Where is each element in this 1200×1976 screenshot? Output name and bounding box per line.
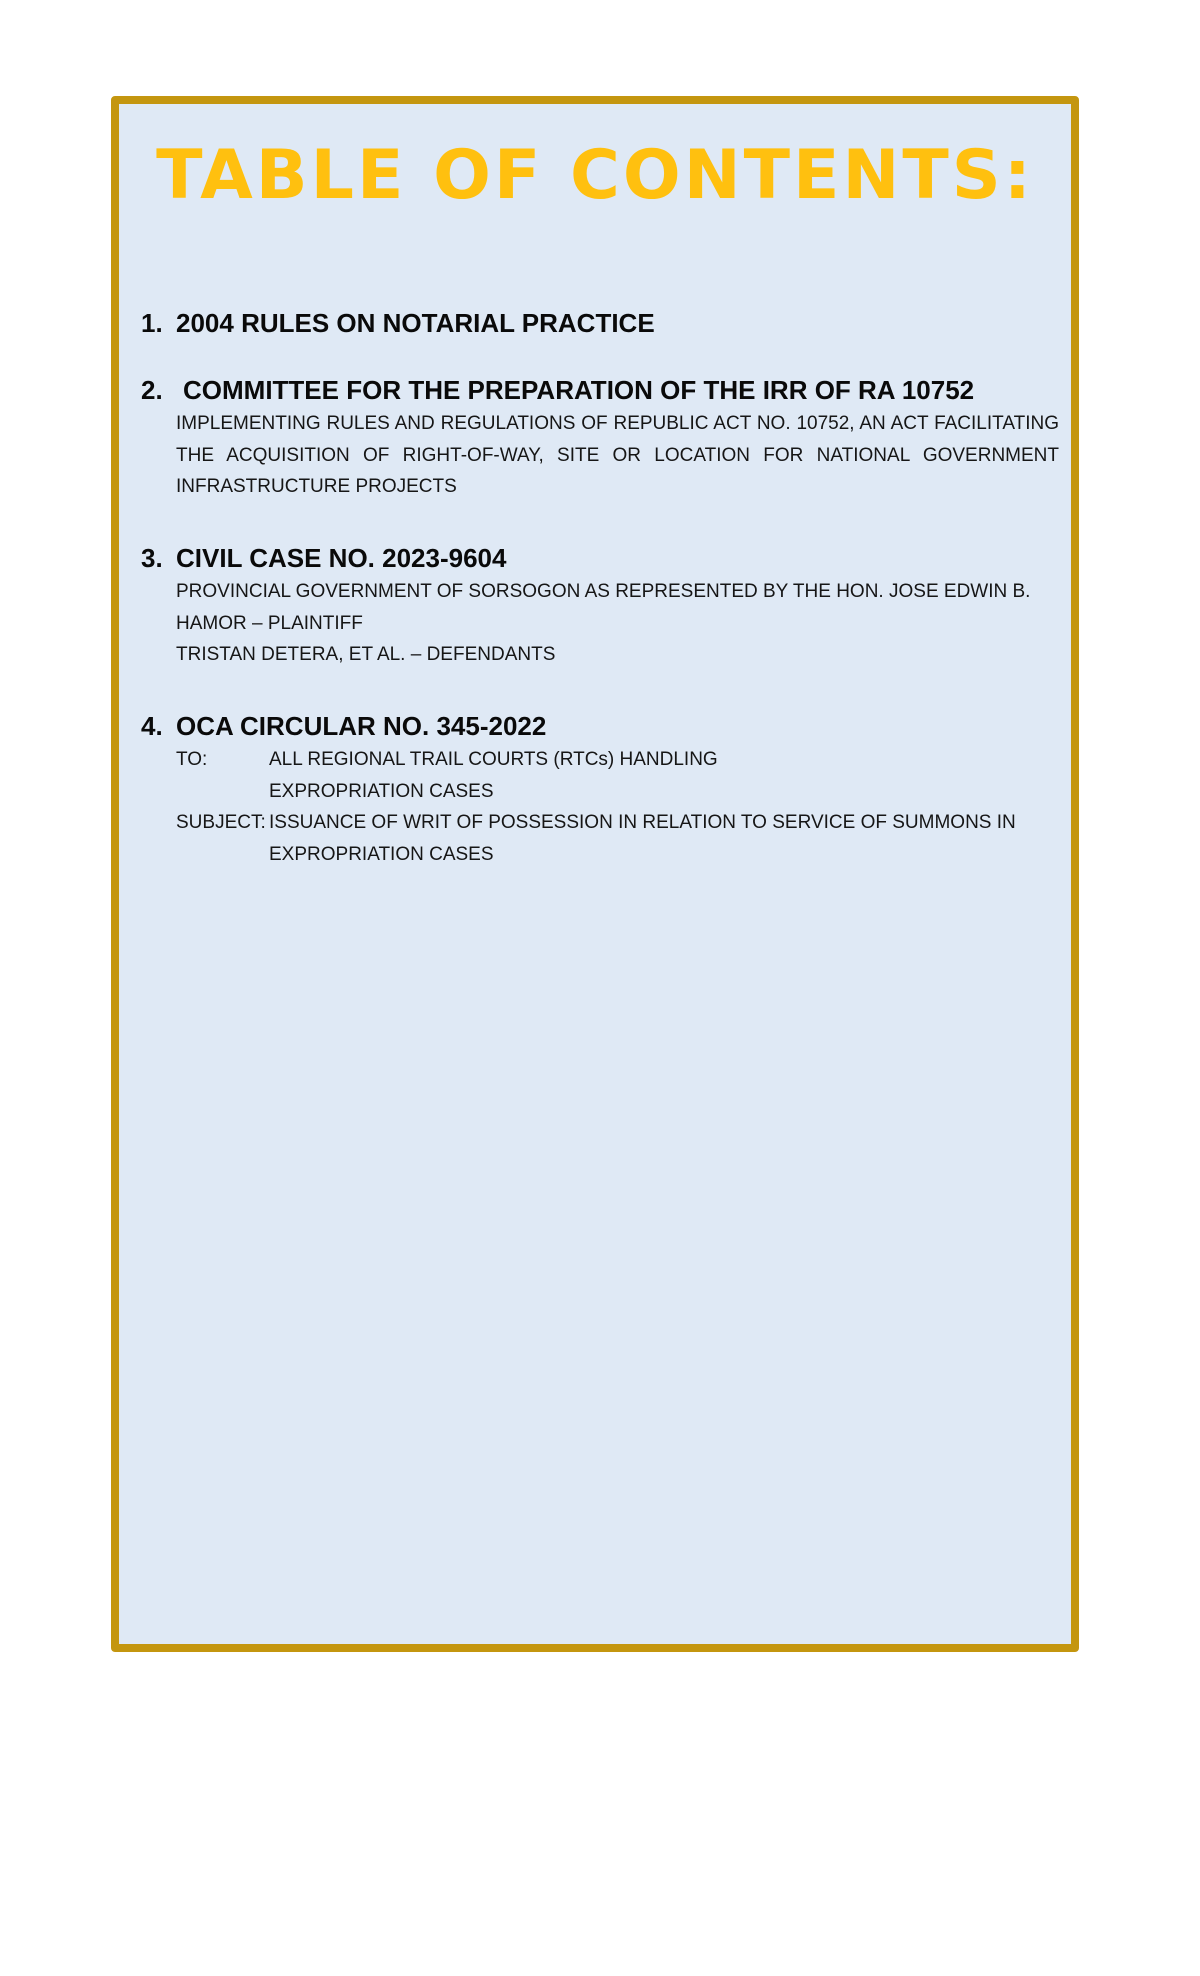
toc-entry-title: COMMITTEE FOR THE PREPARATION OF THE IRR OF RA 10752 <box>183 375 975 405</box>
toc-entry-3 <box>141 542 1059 671</box>
toc-entry-1 <box>141 307 1059 339</box>
toc-entry-number: 3. <box>141 543 163 573</box>
toc-entry-title: CIVIL CASE NO. 2023-9604 <box>176 543 507 573</box>
toc-entry-number: 1. <box>141 308 163 338</box>
toc-entry-number: 2. <box>141 375 163 405</box>
toc-entry-4 <box>141 710 1059 870</box>
toc-entry-2 <box>141 374 1059 503</box>
circular-to-value: ALL REGIONAL TRAIL COURTS (RTCs) HANDLING EXPROPRIATION CASES <box>269 749 718 802</box>
toc-entry-heading <box>141 307 1059 339</box>
toc-entry-heading <box>141 542 1059 574</box>
toc-entry-description: IMPLEMENTING RULES AND REGULATIONS OF REPUBLIC ACT NO. 10752, AN ACT FACILITATING THE ACQUISITION OF RIGHT-OF-WAY, SITE OR LOCATION FOR NATIONAL GOVERNMENT INFRASTRUCTURE PROJECTS <box>176 413 1059 497</box>
table-of-contents-frame <box>111 96 1079 1652</box>
circular-to-row <box>176 744 1059 807</box>
circular-subject-value: ISSUANCE OF WRIT OF POSSESSION IN RELATION TO SERVICE OF SUMMONS IN EXPROPRIATION CASES <box>269 812 1016 865</box>
page-title: TABLE OF CONTENTS: <box>156 136 1034 215</box>
toc-entry-title: OCA CIRCULAR NO. 345-2022 <box>176 711 547 741</box>
case-plaintiff: PROVINCIAL GOVERNMENT OF SORSOGON AS REPRESENTED BY THE HON. JOSE EDWIN B. HAMOR – PLAINTIFF <box>176 581 1031 634</box>
circular-to-label: TO: <box>176 749 208 770</box>
toc-entry-title: 2004 RULES ON NOTARIAL PRACTICE <box>176 308 655 338</box>
case-defendants: TRISTAN DETERA, ET AL. – DEFENDANTS <box>176 644 556 665</box>
toc-entry-heading <box>141 710 1059 742</box>
toc-entry-details <box>176 744 1059 870</box>
circular-subject-row <box>176 807 1059 870</box>
toc-entry-details <box>176 576 1059 671</box>
toc-entry-number: 4. <box>141 711 163 741</box>
toc-entry-heading <box>141 374 1059 406</box>
circular-subject-label: SUBJECT: <box>176 812 266 833</box>
